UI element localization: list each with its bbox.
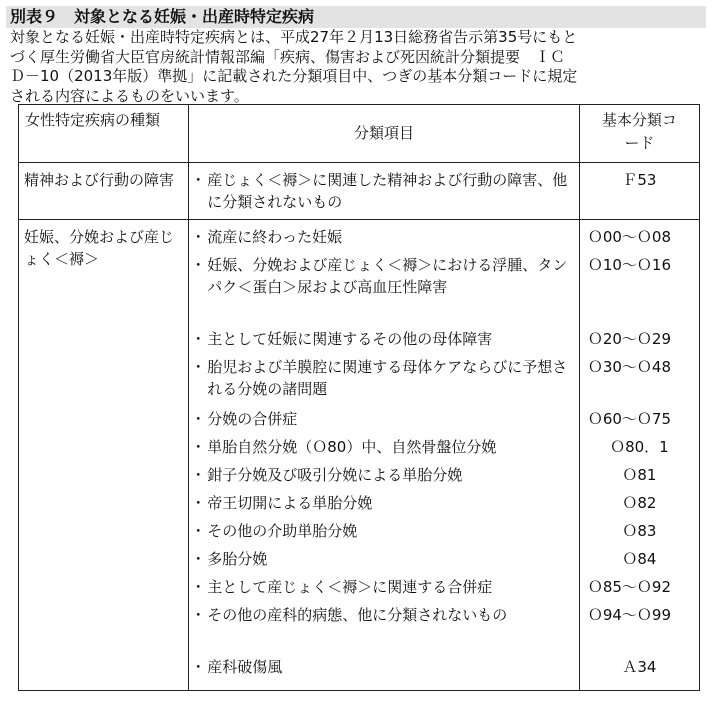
classification-item	[189, 408, 579, 430]
classification-item-text: 単胎自然分娩（Ｏ80）中、自然骨盤位分娩	[207, 438, 497, 456]
basic-code: Ｏ81	[622, 466, 657, 484]
bullet-icon: ・	[190, 330, 206, 348]
classification-item	[189, 492, 579, 514]
bullet-icon: ・	[190, 256, 206, 274]
basic-code: Ｏ00～Ｏ08	[587, 228, 671, 246]
bullet-icon: ・	[190, 522, 206, 540]
basic-code: Ｏ84	[622, 550, 657, 568]
table-header-row	[19, 105, 700, 163]
disease-type-label: 妊娠、分娩および産じょく＜褥＞	[24, 228, 175, 268]
bullet-icon: ・	[190, 494, 206, 512]
classification-item-text: 分娩の合併症	[207, 410, 298, 428]
classification-item	[189, 328, 579, 350]
bullet-icon: ・	[190, 228, 206, 246]
table-row	[19, 163, 700, 220]
header-basic-code: 基本分類コード	[579, 105, 699, 163]
classification-items-cell	[189, 220, 580, 691]
classification-item	[189, 169, 579, 213]
classification-item	[189, 356, 579, 402]
basic-code: Ａ34	[622, 658, 657, 676]
intro-paragraph	[10, 28, 716, 106]
classification-item	[189, 576, 579, 598]
classification-items-cell	[189, 163, 580, 220]
classification-item-text: 鉗子分娩及び吸引分娩による単胎分娩	[207, 466, 463, 484]
classification-item	[189, 436, 579, 458]
bullet-icon: ・	[190, 410, 206, 428]
code-cell	[579, 220, 699, 691]
classification-item-text: その他の介助単胎分娩	[207, 522, 358, 540]
disease-table	[18, 104, 700, 691]
bullet-icon: ・	[190, 550, 206, 568]
basic-code: Ｏ83	[622, 522, 657, 540]
basic-code: Ｏ30～Ｏ48	[587, 358, 671, 376]
classification-item	[189, 604, 579, 650]
disease-type-cell	[19, 220, 189, 691]
basic-code: Ｏ80．1	[610, 438, 669, 456]
header-classification-item: 分類項目	[189, 105, 580, 163]
bullet-icon: ・	[190, 438, 206, 456]
classification-item	[189, 656, 579, 684]
basic-code: Ｏ82	[622, 494, 657, 512]
code-cell	[579, 163, 699, 220]
intro-line: Ｄ－10（2013年版）準拠」に記載された分類項目中、つぎの基本分類コードに規定	[10, 67, 578, 85]
table-heading: 別表９ 対象となる妊娠・出産時特定疾病	[10, 7, 315, 26]
classification-item	[189, 254, 579, 322]
table-body	[19, 163, 700, 691]
header-disease-type: 女性特定疾病の種類	[19, 105, 189, 163]
classification-item-text: その他の産科的病態、他に分類されないもの	[207, 606, 508, 624]
basic-code: Ｆ53	[622, 171, 657, 189]
classification-item	[189, 464, 579, 486]
classification-item-text: 妊娠、分娩および産じょく＜褥＞における浮腫、タンパク＜蛋白＞尿および高血圧性障害	[207, 256, 568, 296]
classification-item-text: 主として妊娠に関連するその他の母体障害	[207, 330, 493, 348]
classification-item-text: 主として産じょく＜褥＞に関連する合併症	[207, 578, 493, 596]
table-row	[19, 220, 700, 691]
intro-line: づく厚生労働省大臣官房統計情報部編「疾病、傷害および死因統計分類提要 ＩＣ	[10, 47, 566, 66]
bullet-icon: ・	[190, 171, 206, 189]
classification-item-text: 多胎分娩	[207, 550, 268, 568]
bullet-icon: ・	[190, 466, 206, 484]
disease-type-label: 精神および行動の障害	[24, 171, 175, 189]
bullet-icon: ・	[190, 606, 206, 624]
basic-code: Ｏ60～Ｏ75	[587, 410, 671, 428]
basic-code: Ｏ20～Ｏ29	[587, 330, 671, 348]
basic-code: Ｏ94～Ｏ99	[587, 606, 671, 624]
disease-type-cell	[19, 163, 189, 220]
classification-item-text: 産じょく＜褥＞に関連した精神および行動の障害、他に分類されないもの	[207, 171, 568, 211]
classification-item-text: 帝王切開による単胎分娩	[207, 494, 373, 512]
intro-line: 対象となる妊娠・出産時特定疾病とは、平成27年２月13日総務省告示第35号にもと	[10, 28, 578, 46]
classification-item	[189, 226, 579, 248]
classification-item-text: 胎児および羊膜腔に関連する母体ケアならびに予想される分娩の諸問題	[207, 358, 568, 398]
intro-line: される内容によるものをいいます。	[10, 86, 249, 105]
classification-item-text: 産科破傷風	[207, 658, 283, 676]
classification-item-text: 流産に終わった妊娠	[207, 228, 343, 246]
classification-item	[189, 520, 579, 542]
basic-code: Ｏ10～Ｏ16	[587, 256, 671, 274]
bullet-icon: ・	[190, 658, 206, 676]
classification-item	[189, 548, 579, 570]
basic-code: Ｏ85～Ｏ92	[587, 578, 671, 596]
bullet-icon: ・	[190, 358, 206, 376]
bullet-icon: ・	[190, 578, 206, 596]
